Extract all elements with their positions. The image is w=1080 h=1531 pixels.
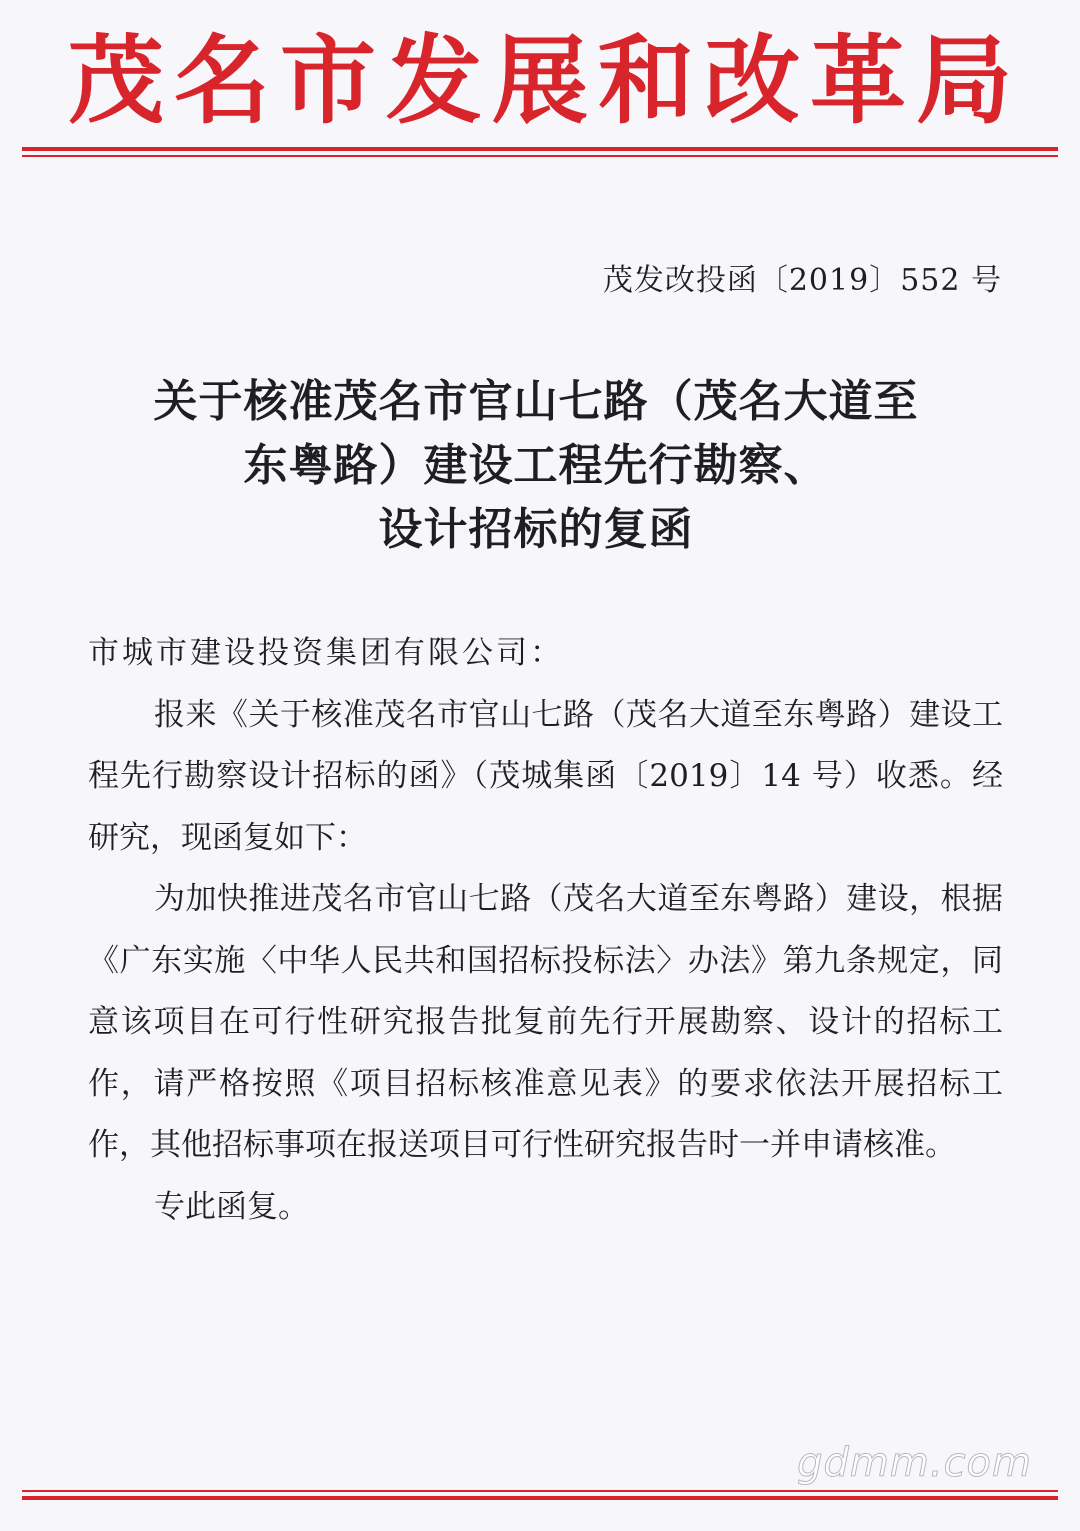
bottom-rule-thick (22, 1496, 1058, 1500)
body-paragraph: 为加快推进茂名市官山七路（茂名大道至东粤路）建设，根据《广东实施〈中华人民共和国招标投标法〉办法》第九条规定，同意该项目在可行性研究报告批复前先行开展勘察、设计的招标工作，请严格按照《项目招标核准意见表》的要求依法开展招标工作，其他招标事项在报送项目可行性研究报告时一并申请核准。 (88, 881, 1003, 1163)
top-rule-thick (22, 147, 1058, 151)
letterhead-char: 茂 (68, 24, 164, 137)
document-number: 茂发改投函〔2019〕552 号 (602, 263, 1002, 298)
document-title (0, 370, 1080, 562)
salutation: 市城市建设投资集团有限公司： (88, 635, 564, 671)
letterhead-char: 名 (174, 24, 270, 137)
letterhead-title (40, 22, 1040, 140)
letterhead-char: 市 (280, 24, 376, 137)
title-line: 东粤路）建设工程先行勘察、 (243, 440, 829, 491)
letterhead-char: 局 (916, 24, 1012, 137)
letter-body (88, 623, 1003, 1238)
letterhead-char: 改 (704, 24, 800, 137)
watermark: gdmm.com (797, 1440, 1032, 1486)
title-line: 关于核准茂名市官山七路（茂名大道至 (153, 376, 919, 427)
bottom-rule-thin (22, 1490, 1058, 1492)
letterhead-char: 革 (810, 24, 906, 137)
closing-line: 专此函复。 (154, 1188, 309, 1225)
body-paragraph: 报来《关于核准茂名市官山七路（茂名大道至东粤路）建设工程先行勘察设计招标的函》（茂城集函〔2019〕14 号）收悉。经研究，现函复如下： (88, 696, 1003, 856)
letterhead-char: 发 (386, 24, 482, 137)
letterhead-char: 和 (598, 24, 694, 137)
title-line: 设计招标的复函 (378, 504, 694, 555)
letterhead-char: 展 (492, 24, 588, 137)
top-rule-thin (22, 155, 1058, 157)
